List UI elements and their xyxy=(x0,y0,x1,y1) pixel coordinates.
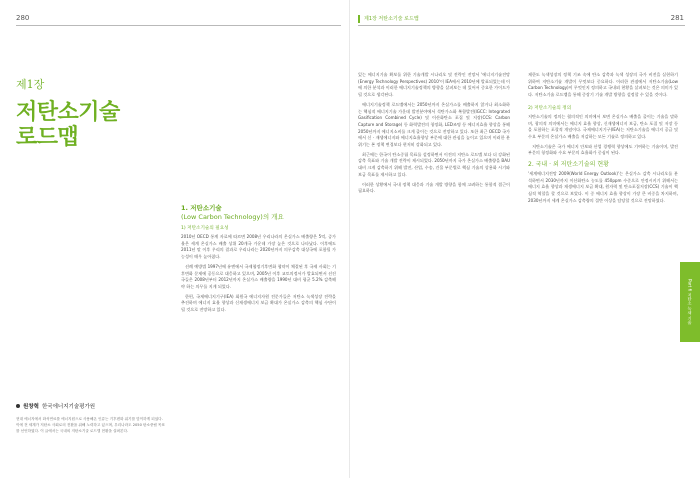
author-name: 원창혁 xyxy=(23,404,39,410)
running-head xyxy=(358,13,478,24)
column-right-2 xyxy=(528,72,678,208)
subsection-2-title: 2) 저탄소기술의 정의 xyxy=(528,105,572,111)
subsection-1-title: 1) 저탄소기술의 필요성 xyxy=(181,226,229,231)
running-head-bar xyxy=(358,15,360,23)
paragraph: '세계에너지전망 2009(World Energy Outlook)'는 온실가스 감축 시나리오를 분석하면서 2030년까지 이산화탄소 농도를 450ppm 수준으로 안정시키기 위해서는 에너지 효율 향상과 재생에너지 보급 확대, 원자력 및 탄소포집저장(CCS) 기술이 핵심적 역할을 할 것으로 보았다. 이 중 에너지 효율 향상이 가장 큰 비중을 차지하며, 2030년까지 세계 온실가스 감축량의 절반 이상을 담당할 것으로 전망하였다. xyxy=(528,171,678,203)
chapter-title-line1: 저탄소기술 xyxy=(16,100,120,125)
side-tab-line2: 저탄소 녹색 기술 xyxy=(687,292,693,325)
side-tab-label xyxy=(688,279,693,325)
paragraph: 한편, 국제에너지기구(IEA) 회원국 에너지자원 전문가들은 저탄소 녹색성장 전략을 추진하며 에너지 효율 향상과 신재생에너지 보급 확대가 온실가스 감축의 핵심 수단이 될 것으로 전망하고 있다. xyxy=(181,293,336,313)
column-right-1 xyxy=(358,72,510,198)
paragraph: 에너지기술정책 로드맵에서는 2050년까지 온실가스를 배출하지 않거나 최소화하는 핵심적 에너지기술 가운데 발전분야에서 석탄가스화 복합발전(IGCC: Integrated Gasification Combined Cycle) 및 이산화탄소 포집 및 저장(CCS: Carbon Capture and Storage) 등 화력발전의 청정화, LED조명 등 에너지효율 향상을 통해 2050년까지 에너지소비를 크게 줄이는 것으로 전망하고 있다. 또한 최근 OECD 국가에서 신 · 재생에너지와 에너지효율향상 부문에 대한 관심을 높이고 있으며 이러한 분위기는 본 정책 변경보다 현저히 강화되고 있다. xyxy=(358,101,510,148)
bullet-icon xyxy=(16,404,20,408)
paragraph: 이러한 상황에서 국내 정책 대응과 기술 개발 방향을 함께 고려하는 통합적 접근이 필요하다. xyxy=(358,181,510,194)
paragraph: 최근에는 한국이 탄소중립 목표를 설정하면서 이전의 저탄소 로드맵 보다 더 강화된 감축 목표와 기술 개발 전략이 제시되었다. 2050년까지 국가 온실가스 배출량을 BAU 대비 크게 감축하기 위해 발전, 산업, 수송, 건물 부문별로 핵심 기술의 상용화 시기와 보급 목표를 제시하고 있다. xyxy=(358,151,510,177)
chapter-title xyxy=(16,100,120,150)
chapter-label: 제1장 xyxy=(16,78,45,91)
page-number-right: 281 xyxy=(670,14,684,22)
column-left-2 xyxy=(181,204,336,317)
page-number-left: 280 xyxy=(16,14,30,22)
author-block xyxy=(16,402,166,434)
paragraph: 제한도 녹색성장의 정책 기조 속에 탄소 감축과 녹색 성장의 국가 비전을 실현하기 위하여 저탄소기술 개발이 무엇보다 중요하다. 이러한 관점에서 저탄소기술(Low Carbon Technology)이 무엇인지 정의하고 국내외 현황을 살펴보는 것은 의미가 있다. 저탄소기술 로드맵을 통해 중장기 기술 개발 방향을 설정할 수 있을 것이다. xyxy=(528,72,678,98)
paragraph: 선례 예방법 1997년에 유엔에서 국제협정기후변화 협약이 체결된 후 국제 사회는 기후변화 문제에 공동으로 대응하고 있으며, 2005년 이후 교토의정서가 발효되면서 선진국들은 2008년부터 2012년까지 온실가스 배출량을 1990년 대비 평균 5.2% 감축해야 하는 의무를 지게 되었다. xyxy=(181,263,336,289)
paragraph: 2010년 OECD 통계 자료에 따르면 2008년 우리나라의 온실가스 배출량은 5억, 증가율은 세계 온실가스 배출 상위 20개국 가운데 가장 높은 것으로 나타났다. 이후에도 2011년 말 이후 우리의 결과로 우리나라는 2020년까지 의무감축 대상국에 포함될 가능성이 매우 높아졌다. xyxy=(181,234,336,260)
top-rule-left xyxy=(16,25,341,26)
side-tab-line1: Part 6 xyxy=(687,279,693,292)
author-bio: 현대 에너지에서 화석연료를 에너지원으로 사용해온 인류는 기후변화 위기를 맞이하게 되었다. 이에 전 세계가 저탄소 사회로의 전환을 위해 노력하고 있으며, 우리나라도 2050 탄소중립 목표를 선언하였다. 이 글에서는 국내외 저탄소기술 로드맵 현황을 살펴본다. xyxy=(16,417,165,433)
running-head-text: 제1장 저탄소기술 로드맵 xyxy=(364,16,419,22)
section-2-title: 2. 국내 · 외 저탄소기술의 현황 xyxy=(528,161,609,169)
paragraph: 저탄소기술의 정의는 협의적인 의미에서 보면 온실가스 배출을 줄이는 기술을 말하며, 광의적 의미에서는 에너지 효율 향상, 신재생에너지 보급, 탄소 포집 및 저장 등을 포함하는 포괄적 개념이다. 국제에너지기구(IEA)는 저탄소기술을 에너지 공급 및 수요 부문의 온실가스 배출을 저감하는 모든 기술로 정의하고 있다. xyxy=(528,113,678,139)
author-heading xyxy=(16,402,166,410)
author-role: 한국에너지기술평가원 xyxy=(41,404,96,410)
section-1-title: 1. 저탄소기술 xyxy=(181,204,222,212)
paragraph: 저탄소기술은 국가 에너지 안보와 산업 경쟁력 향상에도 기여하는 기술이며, 발전 부문의 청정화와 수요 부문의 효율화가 중심이 된다. xyxy=(528,143,678,156)
top-rule-right xyxy=(358,25,685,26)
side-tab xyxy=(680,262,700,342)
section-1-title-sub: (Low Carbon Technology)의 개요 xyxy=(181,213,284,221)
chapter-title-line2: 로드맵 xyxy=(16,125,79,150)
paragraph: 있는 에너지기술 확보를 위한 기술개발 시나리오 및 전략인 전망서 '에너지기술전망(Energy Technology Perspectives) 2010'이 IEA에서 2010년에 발표되었는데 이에 의한 분석과 이러한 에너지기술정책의 방향을 살펴보는 데 있어서 중요한 가이드가 될 것으로 생각된다. xyxy=(358,72,510,98)
